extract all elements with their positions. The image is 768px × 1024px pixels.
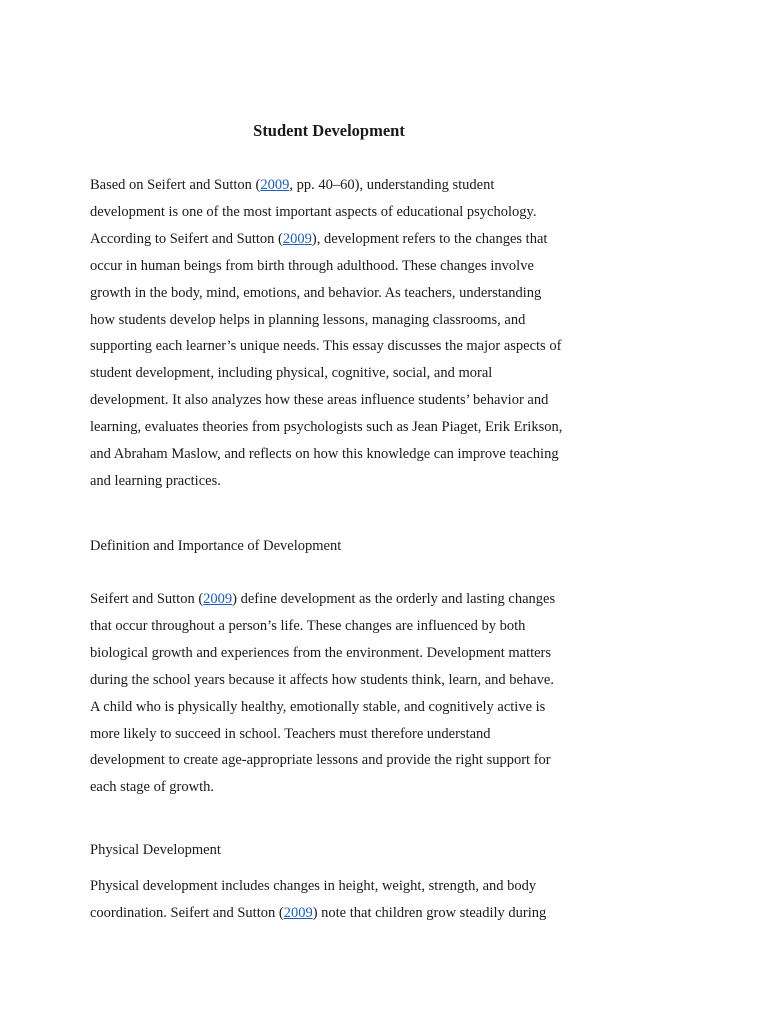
- text-line: [90, 721, 590, 748]
- text-segment: coordination. Seifert and Sutton (: [90, 904, 284, 921]
- text-segment: , pp. 40–60), understanding student: [289, 177, 495, 193]
- text-segment: A child who is physically healthy, emotionally stable, and cognitively active is: [90, 698, 546, 715]
- text-segment: how students develop helps in planning lessons, managing classrooms, and: [90, 311, 526, 328]
- text-line: [90, 640, 590, 667]
- text-line: [90, 387, 590, 414]
- text-line: [90, 747, 590, 774]
- text-segment: ), development refers to the changes that: [311, 230, 548, 247]
- text-line: [90, 694, 590, 721]
- section-heading-physical: Physical Development: [90, 842, 221, 858]
- text-segment: supporting each learner’s unique needs. This essay discusses the major aspects of: [90, 338, 562, 355]
- citation-link[interactable]: 2009: [260, 177, 290, 193]
- text-segment: and Abraham Maslow, and reflects on how this knowledge can improve teaching: [90, 446, 559, 463]
- text-segment: more likely to succeed in school. Teachers must therefore understand: [90, 725, 491, 742]
- text-segment: Based on Seifert and Sutton (: [90, 177, 261, 193]
- intro-paragraph: [90, 172, 590, 495]
- text-segment: ) define development as the orderly and lasting changes: [232, 591, 556, 607]
- text-line: [90, 586, 590, 613]
- text-segment: biological growth and experiences from the environment. Development matters: [90, 644, 552, 661]
- text-line: [90, 774, 590, 801]
- text-segment: According to Seifert and Sutton (: [90, 230, 283, 247]
- text-segment: learning, evaluates theories from psychologists such as Jean Piaget, Erik Erikson,: [90, 419, 563, 436]
- text-line: [90, 226, 590, 253]
- text-line: [90, 172, 590, 199]
- text-line: [90, 253, 590, 280]
- text-segment: development. It also analyzes how these areas influence students’ behavior and: [90, 392, 549, 409]
- text-segment: Seifert and Sutton (: [90, 591, 204, 607]
- text-line: [90, 333, 590, 360]
- text-line: [90, 441, 590, 468]
- text-line: [90, 468, 590, 495]
- text-segment: and learning practices.: [90, 472, 221, 489]
- text-segment: occur in human beings from birth through adulthood. These changes involve: [90, 257, 534, 274]
- text-segment: that occur throughout a person’s life. These changes are influenced by both: [90, 617, 526, 634]
- text-line: [90, 360, 590, 387]
- text-line: [90, 280, 590, 307]
- text-line: [90, 199, 590, 226]
- section-heading-definition: Definition and Importance of Development: [90, 538, 342, 554]
- text-segment: growth in the body, mind, emotions, and behavior. As teachers, understanding: [90, 284, 542, 301]
- definition-paragraph: [90, 586, 590, 801]
- text-segment: Physical development includes changes in height, weight, strength, and body: [90, 878, 537, 894]
- text-line: [90, 613, 590, 640]
- physical-paragraph: [90, 873, 590, 927]
- text-line: [90, 873, 590, 900]
- text-line: [90, 307, 590, 334]
- citation-link[interactable]: 2009: [283, 904, 313, 921]
- text-segment: ) note that children grow steadily during: [312, 904, 547, 921]
- text-line: [90, 414, 590, 441]
- text-line: [90, 900, 590, 927]
- citation-link[interactable]: 2009: [203, 591, 233, 607]
- text-segment: during the school years because it affects how students think, learn, and behave.: [90, 671, 554, 688]
- text-segment: student development, including physical, cognitive, social, and moral: [90, 365, 493, 382]
- text-segment: development to create age-appropriate lessons and provide the right support for: [90, 752, 551, 769]
- text-segment: each stage of growth.: [90, 779, 215, 796]
- text-segment: development is one of the most important aspects of educational psychology.: [90, 203, 537, 220]
- document-title: Student Development: [253, 121, 405, 140]
- text-line: [90, 667, 590, 694]
- citation-link[interactable]: 2009: [282, 230, 312, 247]
